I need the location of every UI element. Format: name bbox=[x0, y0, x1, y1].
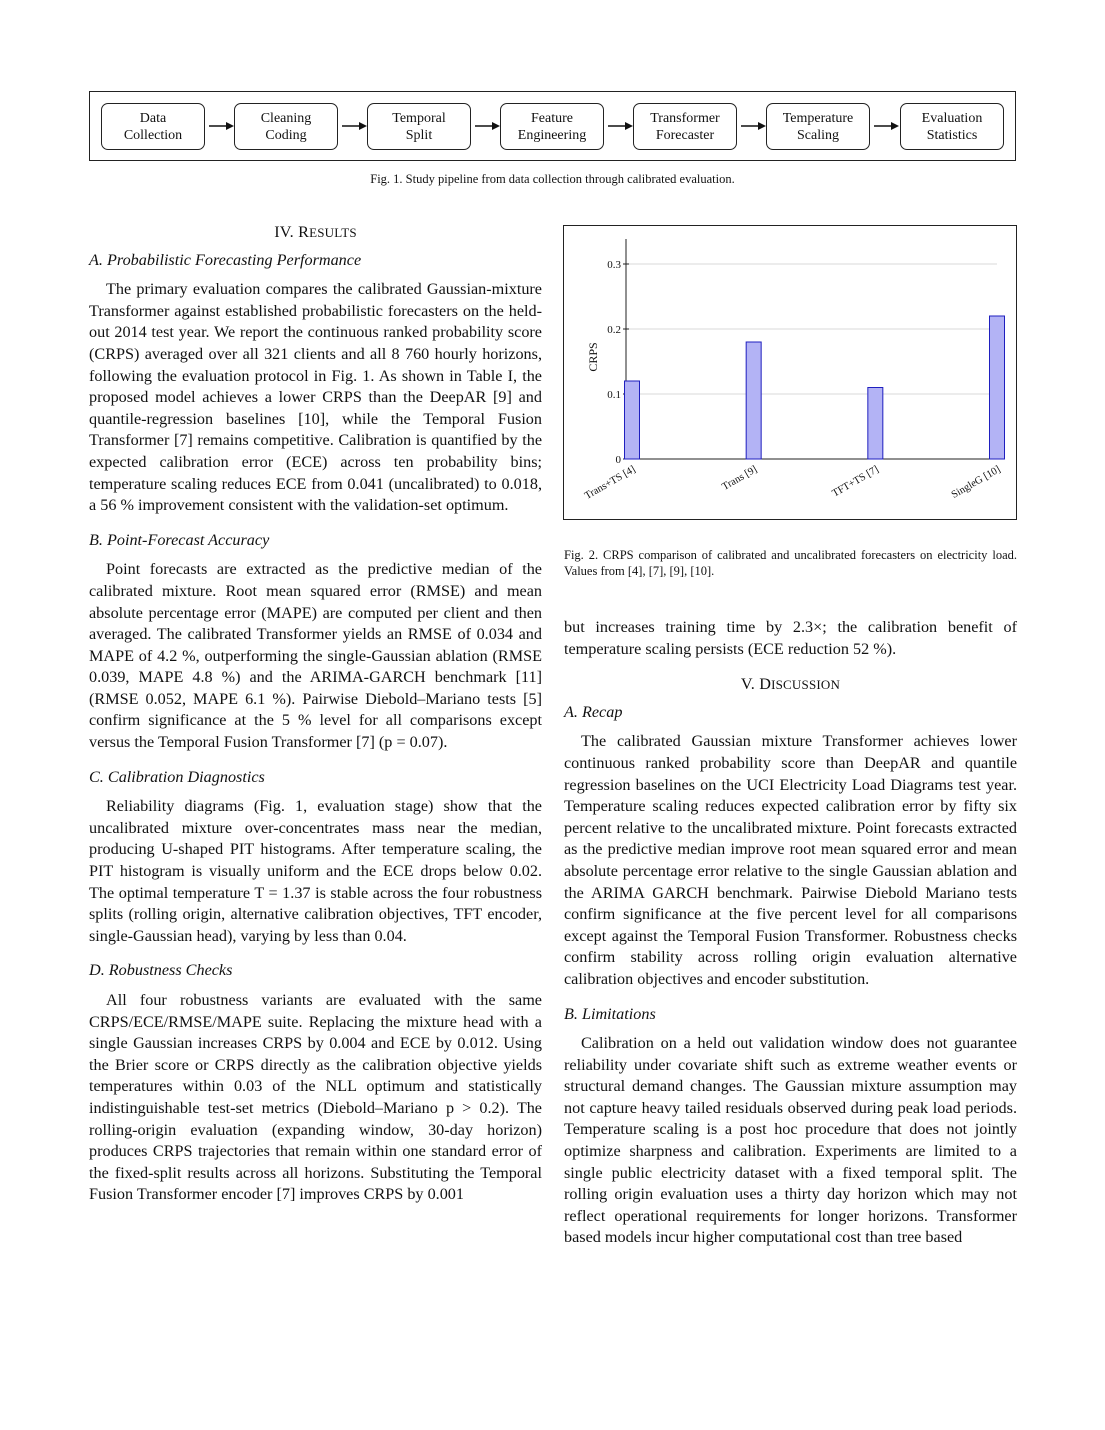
arrow-icon bbox=[606, 121, 635, 131]
arrow-icon bbox=[473, 121, 502, 131]
subsection-heading: A. Recap bbox=[564, 702, 623, 721]
y-tick-label: 0.1 bbox=[607, 389, 621, 401]
paragraph: The primary evaluation compares the calibrated Gaussian-mixture Transformer against established probabilistic forecasters on the held-out 2014 test year. We report the continuous ranked probability score (CRPS) averaged over all 321 clients and all 8 760 hourly horizons, following the evaluation protocol in Fig. 1. As shown in Table I, the proposed model achieves a lower CRPS than the DeepAR [9] and quantile-regression baselines [10], while the Temporal Fusion Transformer [7] remains competitive. Calibration is quantified by the expected calibration error (ECE) across ten probability bins; temperature scaling reduces ECE from 0.041 (uncalibrated) to 0.018, a 56 % improvement consistent with the validation-set optimum. bbox=[89, 280, 542, 515]
stage-label: Temporal Split bbox=[392, 110, 446, 143]
paragraph: but increases training time by 2.3×; the calibration benefit of temperature scaling persists (ECE reduction 52 %). bbox=[564, 618, 1017, 658]
paragraph: All four robustness variants are evaluated with the same CRPS/ECE/RMSE/MAPE suite. Replacing the mixture head with a single Gaussian increases CRPS by 0.004 and ECE by 0.012. Using the Brier score or CRPS directly as the calibration objective yields temperatures within 0.03 of the NLL optimum and statistically indistinguishable test-set metrics (Diebold–Mariano p > 0.2). The rolling-origin evaluation (expanding window, 30-day horizon) produces CRPS trajectories that remain within one standard error of the fixed-split results across all horizons. Substituting the Temporal Fusion Transformer encoder [7] improves CRPS by 0.001 bbox=[89, 991, 542, 1204]
y-axis-label: CRPS bbox=[586, 342, 600, 372]
stage-box bbox=[766, 103, 870, 150]
x-tick-label: SingleG [10] bbox=[949, 464, 1003, 501]
figure2-caption: Fig. 2. CRPS comparison of calibrated and uncalibrated forecasters on electricity load. Values from [4], [7], [9], [10]. bbox=[564, 548, 1017, 578]
subsection-heading: D. Robustness Checks bbox=[89, 961, 233, 980]
stage-box bbox=[101, 103, 205, 150]
stage-label: Transformer Forecaster bbox=[650, 110, 720, 143]
stage-box bbox=[367, 103, 471, 150]
subsection-heading: B. Limitations bbox=[564, 1004, 656, 1023]
section-heading: IV. RESULTS bbox=[274, 223, 357, 241]
subsection-heading: C. Calibration Diagnostics bbox=[89, 767, 265, 786]
paragraph: Calibration on a held out validation window does not guarantee reliability under covariate shift such as extreme weather events or structural demand changes. The Gaussian mixture assumption may not capture heavy tailed residuals observed during peak load periods. Temperature scaling is a post hoc procedure that does not jointly optimize sharpness and calibration. Experiments are limited to a single public electricity dataset with a fixed temporal split. The rolling origin evaluation uses a thirty day horizon which may not reflect operational requirements for longer horizons. Transformer based models incur higher computational cost than tree based bbox=[564, 1034, 1017, 1247]
stage-label: Cleaning Coding bbox=[260, 110, 312, 143]
subsection-heading: B. Point-Forecast Accuracy bbox=[89, 530, 270, 549]
paragraph: Reliability diagrams (Fig. 1, evaluation stage) show that the uncalibrated mixture over-concentrates mass near the median, producing U-shaped PIT histograms. After temperature scaling, the PIT histogram is visually uniform and the ECE drops below 0.02. The optimal temperature T = 1.37 is stable across the four robustness splits (rolling origin, alternative calibration objectives, TFT encoder, single-Gaussian head), varying by less than 0.04. bbox=[89, 797, 542, 945]
x-tick-label: Trans+TS [4] bbox=[582, 464, 638, 502]
bar bbox=[990, 316, 1005, 459]
stage-box bbox=[900, 103, 1004, 150]
stage-label: Data Collection bbox=[123, 110, 183, 143]
x-tick-label: Trans [9] bbox=[720, 464, 760, 493]
stage-label: Feature Engineering bbox=[517, 110, 587, 143]
stage-label: Temperature Scaling bbox=[782, 110, 854, 143]
arrow-icon bbox=[340, 121, 369, 131]
arrow-icon bbox=[872, 121, 901, 131]
section-heading: V. DISCUSSION bbox=[740, 675, 841, 694]
stage-box bbox=[500, 103, 604, 150]
subsection-heading: A. Probabilistic Forecasting Performance bbox=[89, 250, 362, 269]
left-column bbox=[89, 222, 542, 1219]
paragraph: Point forecasts are extracted as the predictive median of the calibrated mixture. Root mean squared error (RMSE) and mean absolute percentage error (MAPE) are computed per client and then averaged. The calibrated Transformer yields an RMSE of 0.034 and MAPE of 4.2 %, outperforming the single-Gaussian ablation (RMSE 0.039, MAPE 4.8 %) and the ARIMA-GARCH benchmark [11] (RMSE 0.052, MAPE 6.1 %). Pairwise Diebold–Mariano tests [5] confirm significance at the 5 % level for all comparisons except versus the Temporal Fusion Transformer [7] (p = 0.07). bbox=[89, 560, 542, 752]
bar bbox=[746, 342, 761, 459]
crps-chart bbox=[563, 225, 1017, 520]
y-tick-label: 0.3 bbox=[607, 259, 621, 271]
paragraph: The calibrated Gaussian mixture Transformer achieves lower continuous ranked probability score than DeepAR and quantile regression baselines on the UCI Electricity Load Diagrams test year. Temperature scaling reduces expected calibration error by fifty six percent relative to the uncalibrated mixture. Point forecasts extracted as the predictive median improve root mean squared error and mean absolute percentage error relative to the single Gaussian ablation and the ARIMA GARCH benchmark. Pairwise Diebold Mariano tests confirm significance at the five percent level for all comparisons except against the Temporal Fusion Transformer. Robustness checks confirm stability across rolling origin evaluation alternative calibration objectives and encoder substitution. bbox=[564, 732, 1017, 988]
stage-box bbox=[633, 103, 737, 150]
right-column bbox=[564, 617, 1017, 1262]
y-tick-label: 0 bbox=[615, 454, 621, 466]
bar bbox=[625, 381, 640, 459]
figure1-caption: Fig. 1. Study pipeline from data collection through calibrated evaluation. bbox=[370, 172, 735, 186]
arrow-icon bbox=[739, 121, 768, 131]
stage-box bbox=[234, 103, 338, 150]
y-tick-label: 0.2 bbox=[607, 324, 621, 336]
bar bbox=[868, 388, 883, 460]
chart-svg bbox=[564, 226, 1018, 521]
stage-label: Evaluation Statistics bbox=[921, 110, 983, 143]
pipeline-figure bbox=[89, 91, 1016, 161]
x-tick-label: TFT+TS [7] bbox=[830, 464, 881, 500]
arrow-icon bbox=[207, 121, 236, 131]
